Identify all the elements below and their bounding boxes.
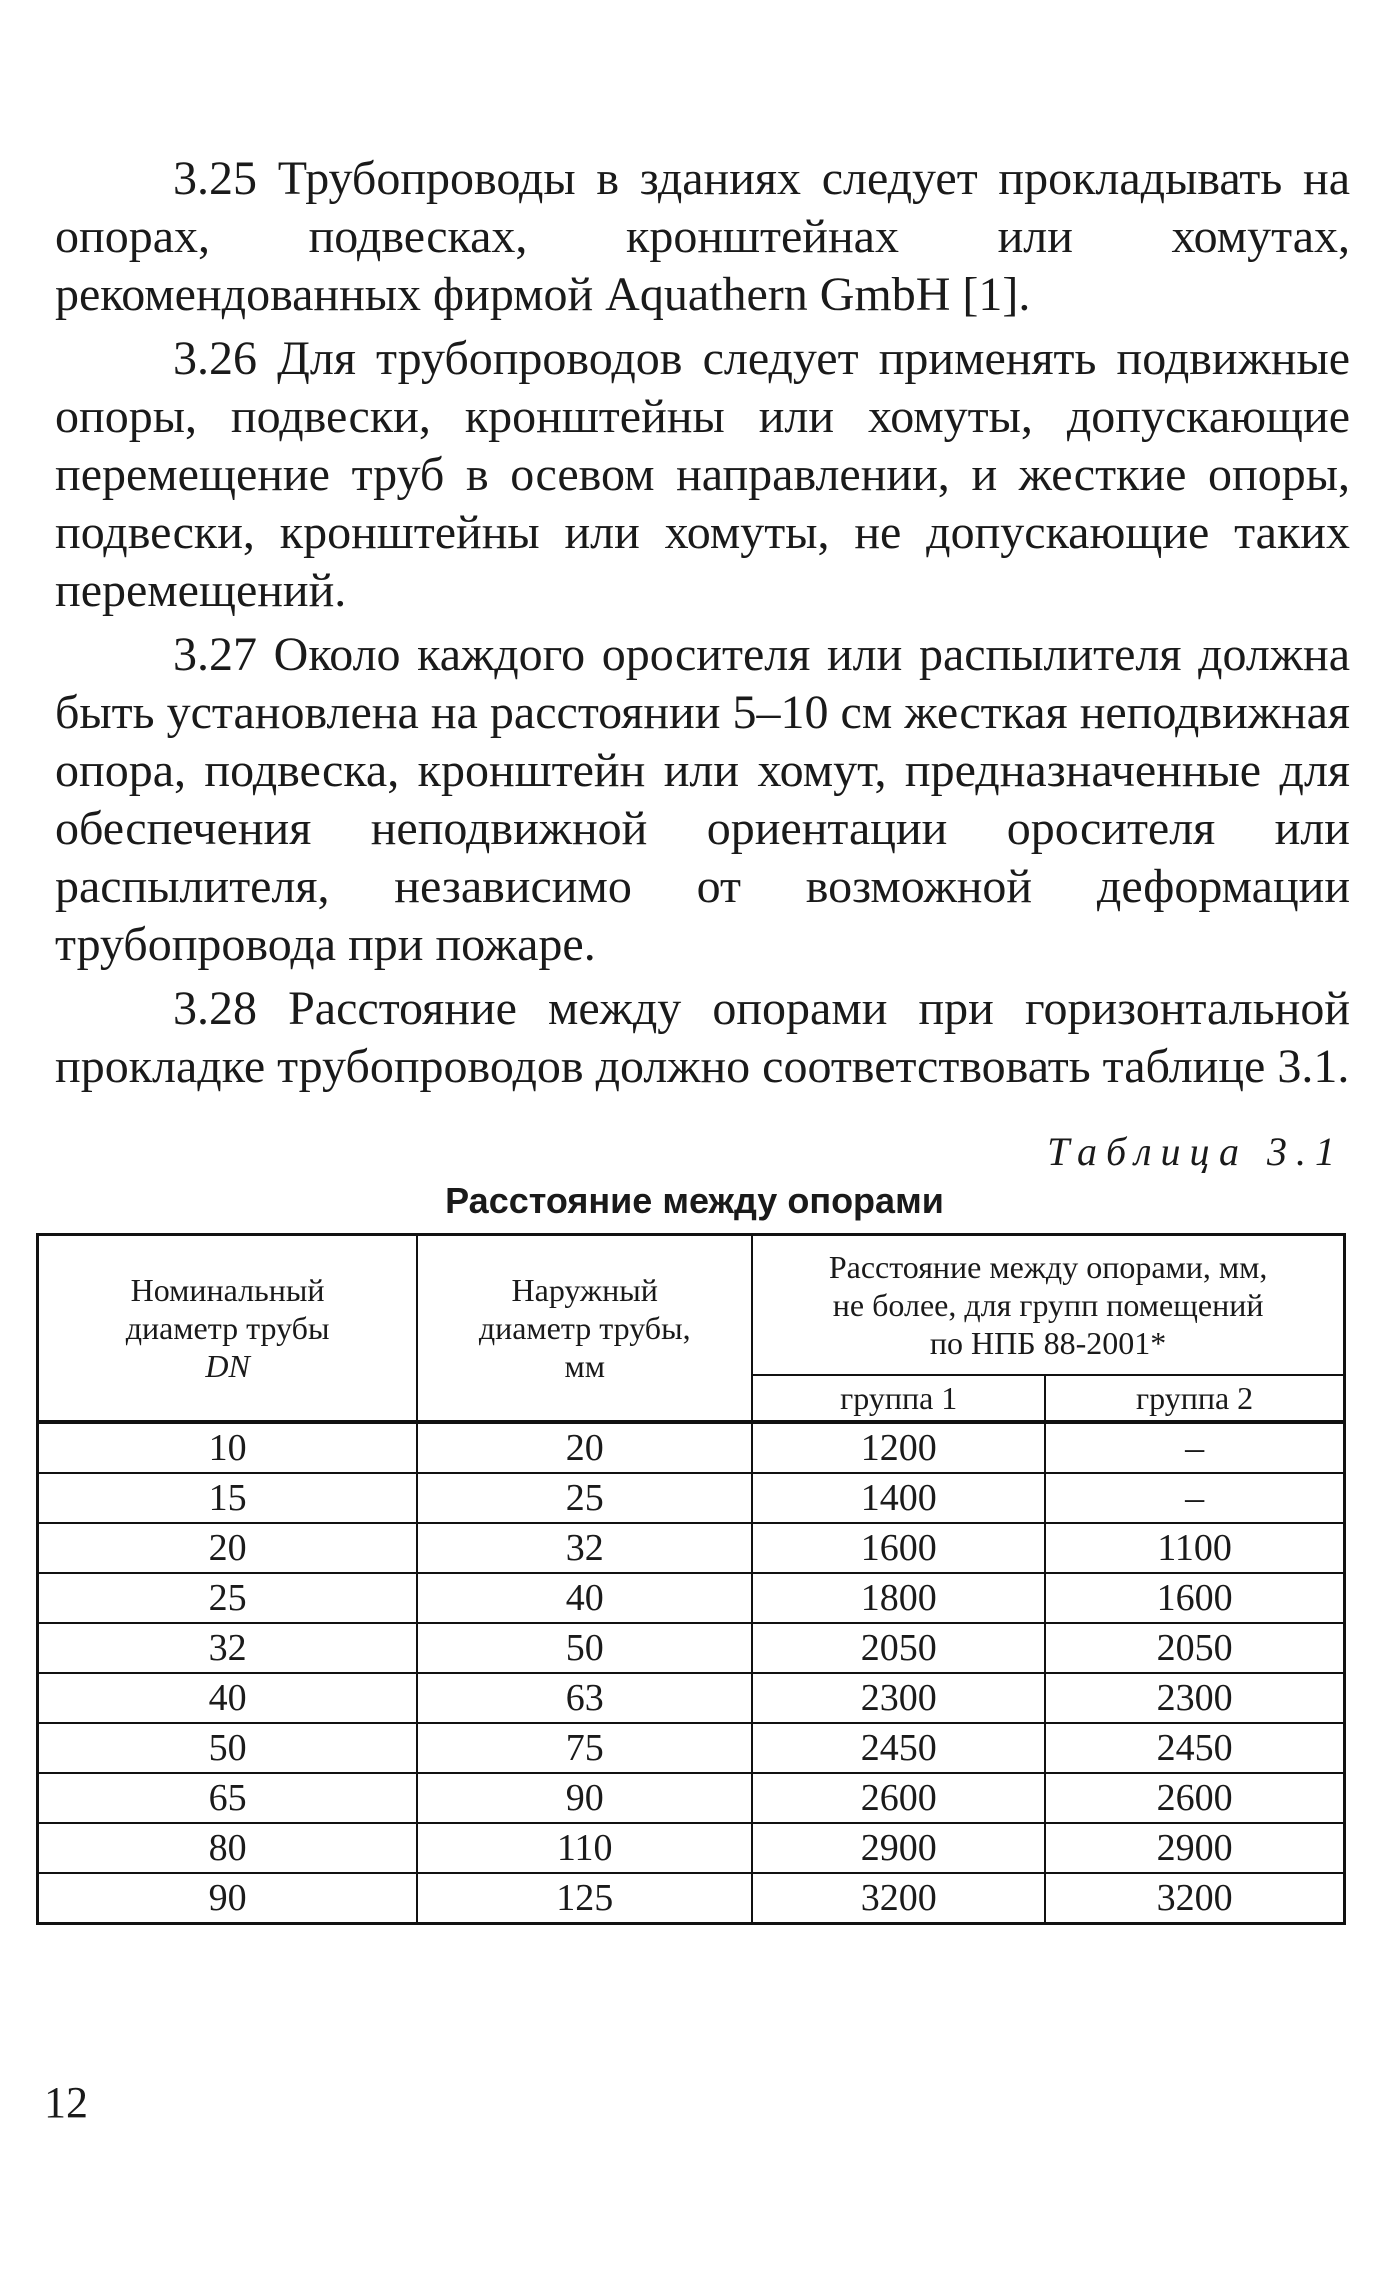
paragraph-3-25: 3.25 Трубопроводы в зданиях следует прокладывать на опорах, подвесках, кронштейнах или хомутах, рекомендованных фирмой Aquathern GmbH [1]. [55, 152, 1350, 321]
table-cell: 1100 [1045, 1523, 1344, 1573]
table-cell: 90 [417, 1773, 752, 1823]
header-distance [752, 1235, 1344, 1376]
header-group-1: группа 1 [752, 1375, 1045, 1422]
paragraph-3-28: 3.28 Расстояние между опорами при горизонтальной прокладке трубопроводов должно соответствовать таблице 3.1. [55, 982, 1350, 1093]
table-cell: 40 [417, 1573, 752, 1623]
header-outer-diameter [417, 1235, 752, 1423]
table-cell: 50 [417, 1623, 752, 1673]
paragraph-3-26: 3.26 Для трубопроводов следует применять подвижные опоры, подвески, кронштейны или хомуты, допускающие перемещение труб в осевом направлении, и жесткие опоры, подвески, кронштейны или хомуты, не допускающие таких перемещений. [55, 332, 1350, 617]
table-cell: 65 [38, 1773, 418, 1823]
table-cell: 32 [417, 1523, 752, 1573]
table-cell: 2300 [1045, 1673, 1344, 1723]
table-cell: 2450 [752, 1723, 1045, 1773]
header-text: диаметр трубы, [478, 1310, 691, 1346]
page-number: 12 [44, 2078, 88, 2127]
table-header-row [38, 1235, 1345, 1376]
table-row [38, 1422, 1345, 1473]
header-group-2: группа 2 [1045, 1375, 1344, 1422]
table-cell: 10 [38, 1422, 418, 1473]
table-cell: 3200 [752, 1873, 1045, 1924]
header-text: не более, для групп помещений [832, 1287, 1264, 1323]
table-cell: 2050 [752, 1623, 1045, 1673]
table-row [38, 1623, 1345, 1673]
header-text: диаметр трубы [125, 1310, 330, 1346]
table-cell: 75 [417, 1723, 752, 1773]
table-cell: 25 [38, 1573, 418, 1623]
table-cell: 2600 [1045, 1773, 1344, 1823]
table-cell: 50 [38, 1723, 418, 1773]
table-cell: – [1045, 1473, 1344, 1523]
header-nominal-diameter [38, 1235, 418, 1423]
table-cell: 2450 [1045, 1723, 1344, 1773]
table-title: Расстояние между опорами [445, 1180, 944, 1221]
table-row [38, 1523, 1345, 1573]
table-cell: 1600 [1045, 1573, 1344, 1623]
table-row [38, 1473, 1345, 1523]
table-title-wrapper [0, 1180, 1389, 1240]
header-text: Наружный [511, 1272, 658, 1308]
table-cell: 1600 [752, 1523, 1045, 1573]
table-body [38, 1422, 1345, 1924]
table-cell: 80 [38, 1823, 418, 1873]
table-row [38, 1723, 1345, 1773]
paragraph-3-27: 3.27 Около каждого оросителя или распылителя должна быть установлена на расстоянии 5–10 см жесткая неподвижная опора, подвеска, кронштейн или хомут, предназначенные для обеспечения неподвижной ориентации оросителя или распылителя, независимо от возможной деформации трубопровода при пожаре. [55, 628, 1350, 971]
table-cell: 32 [38, 1623, 418, 1673]
table-row [38, 1873, 1345, 1924]
table-row [38, 1673, 1345, 1723]
table-caption: Таблица 3.1 [1047, 1129, 1344, 1174]
table-cell: 90 [38, 1873, 418, 1924]
table-cell: 1800 [752, 1573, 1045, 1623]
header-text: мм [564, 1348, 605, 1384]
table-cell: 2900 [752, 1823, 1045, 1873]
table-cell: 125 [417, 1873, 752, 1924]
table-cell: 15 [38, 1473, 418, 1523]
table-cell: 110 [417, 1823, 752, 1873]
table-cell: 2600 [752, 1773, 1045, 1823]
table-cell: 1200 [752, 1422, 1045, 1473]
page-body [55, 150, 1350, 1102]
table-cell: 2300 [752, 1673, 1045, 1723]
table-row [38, 1773, 1345, 1823]
table-row [38, 1823, 1345, 1873]
table-cell: 20 [417, 1422, 752, 1473]
table-cell: – [1045, 1422, 1344, 1473]
supports-distance-table [36, 1233, 1346, 1925]
table-cell: 20 [38, 1523, 418, 1573]
header-text: Расстояние между опорами, мм, [828, 1249, 1268, 1285]
table-cell: 1400 [752, 1473, 1045, 1523]
table-cell: 2050 [1045, 1623, 1344, 1673]
table-cell: 40 [38, 1673, 418, 1723]
table-cell: 3200 [1045, 1873, 1344, 1924]
header-text: Номинальный [130, 1272, 325, 1308]
table-cell: 63 [417, 1673, 752, 1723]
table-cell: 2900 [1045, 1823, 1344, 1873]
header-text: DN [205, 1348, 250, 1384]
table-row [38, 1573, 1345, 1623]
table-cell: 25 [417, 1473, 752, 1523]
header-text: по НПБ 88-2001* [929, 1325, 1167, 1361]
